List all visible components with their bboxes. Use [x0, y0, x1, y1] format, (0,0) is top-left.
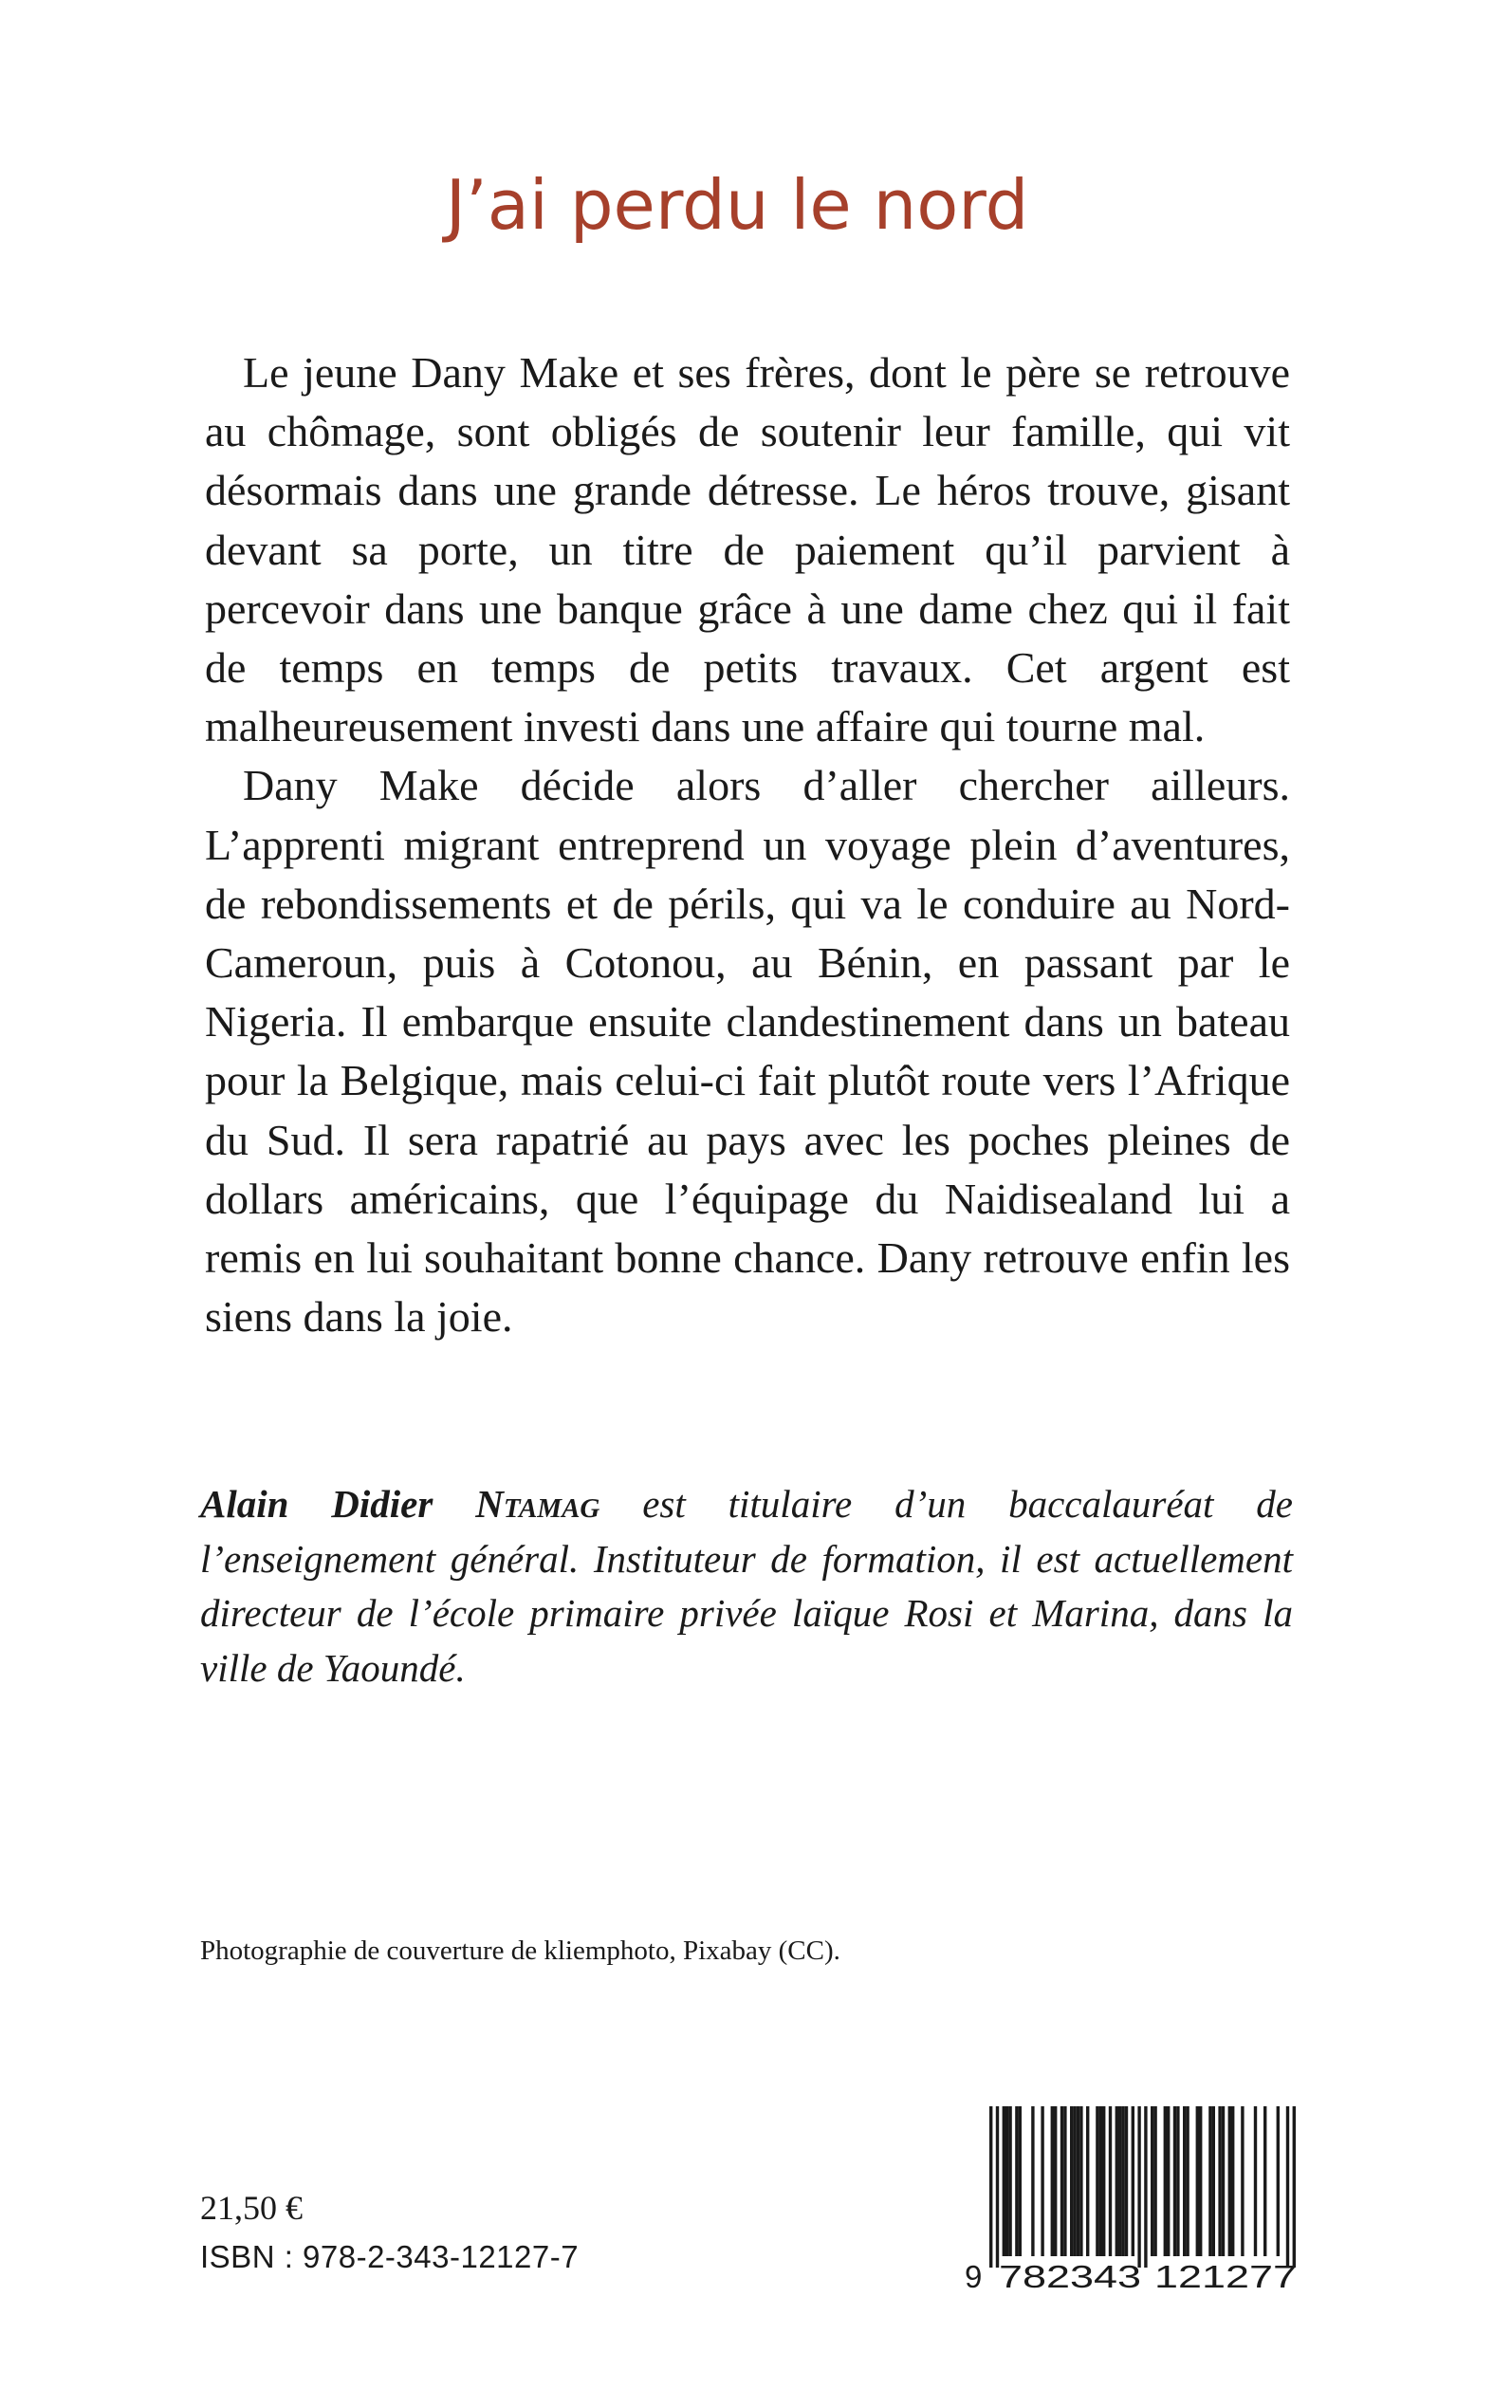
barcode-bar — [1164, 2106, 1167, 2256]
barcode-bar — [1019, 2106, 1022, 2256]
barcode-bar — [1277, 2106, 1280, 2256]
barcode-bar — [1153, 2106, 1156, 2256]
barcode-bar — [1054, 2106, 1057, 2256]
summary-paragraph: Dany Make décide alors d’aller chercher ailleurs. L’apprenti migrant entreprend un voyage plein d’aventures, de rebondissements et de périls, qui va le conduire au Nord-Cameroun, puis à Cotonou, au Bénin, en passant par le Nigeria. Il embarque ensuite clandestinement dans un bateau pour la Belgique, mais celui-ci fait plutôt route vers l’Afrique du Sud. Il sera rapatrié au pays avec les poches pleines de dollars américains, que l’équipage du Naidisealand lui a remis en lui souhaitant bonne chance. Dany retrouve enfin les siens dans la joie. — [205, 761, 1290, 1342]
barcode-graphic — [959, 2106, 1312, 2291]
barcode-bar — [1208, 2106, 1211, 2256]
barcode-bar — [1144, 2106, 1147, 2268]
isbn: ISBN : 978-2-343-12127-7 — [200, 2239, 580, 2274]
barcode-bar — [1116, 2106, 1118, 2256]
barcode-bar — [1063, 2106, 1066, 2256]
barcode-bar — [1118, 2106, 1121, 2256]
barcode-bar — [1218, 2106, 1221, 2256]
author-bio-text: est titulaire d’un baccalauréat de l’enseignement général. Instituteur de formation, il est actuellement directeur de l’école primaire privée laïque Rosi et Marina, dans la ville de Yaoundé. — [200, 1482, 1293, 1690]
author-first-name: Alain Didier — [200, 1482, 476, 1526]
barcode-bar — [1121, 2106, 1124, 2256]
barcode-bar — [1099, 2106, 1102, 2256]
barcode-bar — [1060, 2106, 1063, 2256]
barcode-bar — [1167, 2106, 1170, 2256]
photo-credit: Photographie de couverture de kliemphoto, Pixabay (CC). — [200, 1936, 840, 1966]
barcode-bar — [1041, 2106, 1043, 2256]
barcode-bar — [1102, 2106, 1105, 2256]
barcode-bar — [1176, 2106, 1179, 2256]
barcode-bar — [989, 2106, 992, 2268]
summary-paragraph: Le jeune Dany Make et ses frères, dont le père se retrouve au chômage, sont obligés de soutenir leur famille, qui vit désormais dans une grande détresse. Le héros trouve, gisant devant sa porte, un titre de paiement qu’il parvient à percevoir dans une banque grâce à une dame chez qui il fait de temps en temps de petits travaux. Cet argent est malheureusement investi dans une affaire qui tourne mal. — [205, 348, 1290, 751]
barcode-bar — [1231, 2106, 1234, 2256]
barcode-bar — [1077, 2106, 1079, 2256]
barcode-bar — [996, 2106, 999, 2268]
barcode-bar — [1254, 2106, 1257, 2256]
barcode-bar — [1003, 2106, 1005, 2256]
barcode-bar — [1212, 2106, 1215, 2256]
barcode-bar — [1293, 2106, 1296, 2268]
barcode-bar — [1241, 2106, 1244, 2256]
barcode-first-digit: 9 — [965, 2259, 983, 2291]
barcode-bar — [1109, 2106, 1112, 2256]
barcode-bar — [1132, 2106, 1134, 2256]
book-summary — [205, 343, 1290, 1346]
barcode — [959, 2106, 1312, 2291]
barcode-bar — [1286, 2106, 1289, 2268]
barcode-bar — [1263, 2106, 1266, 2256]
barcode-bar — [1137, 2106, 1140, 2268]
barcode-bar — [1008, 2106, 1011, 2256]
barcode-left-digits: 782343 — [999, 2259, 1141, 2291]
barcode-bar — [1196, 2106, 1199, 2256]
barcode-bar — [1228, 2106, 1231, 2256]
barcode-bar — [1125, 2106, 1128, 2256]
barcode-bar — [1173, 2106, 1176, 2256]
book-title — [0, 165, 1512, 245]
barcode-bar — [1086, 2106, 1089, 2256]
barcode-bar — [1199, 2106, 1202, 2256]
author-bio — [200, 1477, 1293, 1695]
barcode-bar — [1222, 2106, 1225, 2256]
barcode-bar — [1015, 2106, 1018, 2256]
barcode-bar — [1186, 2106, 1189, 2256]
price: 21,50 € — [200, 2189, 303, 2227]
barcode-bar — [1070, 2106, 1073, 2256]
author-last-name: Ntamag — [475, 1482, 600, 1526]
barcode-bar — [1079, 2106, 1082, 2256]
barcode-bar — [1051, 2106, 1054, 2256]
barcode-bar — [1183, 2106, 1186, 2256]
barcode-right-digits: 121277 — [1154, 2259, 1297, 2291]
barcode-bar — [1031, 2106, 1034, 2256]
barcode-bar — [1151, 2106, 1153, 2256]
barcode-bar — [1005, 2106, 1008, 2256]
barcode-bar — [1073, 2106, 1076, 2256]
book-title-text: J’ai perdu le nord — [445, 165, 1029, 245]
barcode-bar — [1096, 2106, 1098, 2256]
